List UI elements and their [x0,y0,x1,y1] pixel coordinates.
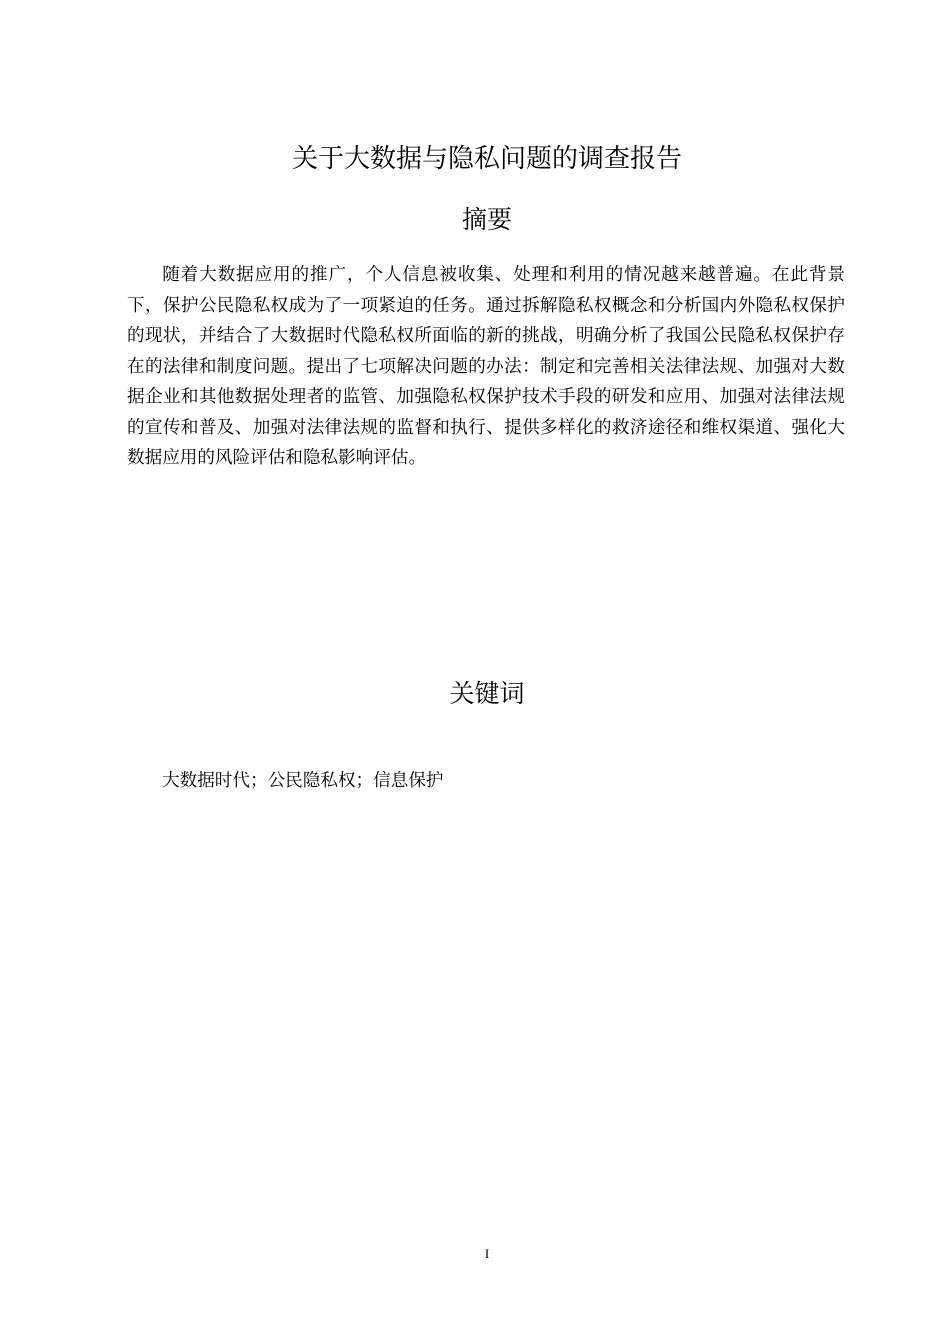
abstract-heading: 摘要 [461,205,512,234]
abstract-body: 随着大数据应用的推广，个人信息被收集、处理和利用的情况越来越普遍。在此背景下，保护公民隐私权成为了一项紧迫的任务。通过拆解隐私权概念和分析国内外隐私权保护的现状，并结合了大数据时代隐私权所面临的新的挑战，明确分析了我国公民隐私权保护存在的法律和制度问题。提出了七项解决问题的办法：制定和完善相关法律法规、加强对大数据企业和其他数据处理者的监管、加强隐私权保护技术手段的研发和应用、加强对法律法规的宣传和普及、加强对法律法规的监督和执行、提供多样化的救济途径和维权渠道、强化大数据应用的风险评估和隐私影响评估。 [127,265,845,468]
document-title: 关于大数据与隐私问题的调查报告 [291,144,682,174]
keywords-heading: 关键词 [449,679,525,708]
keywords-text: 大数据时代；公民隐私权；信息保护 [162,771,444,791]
page-number: I [484,1246,490,1261]
